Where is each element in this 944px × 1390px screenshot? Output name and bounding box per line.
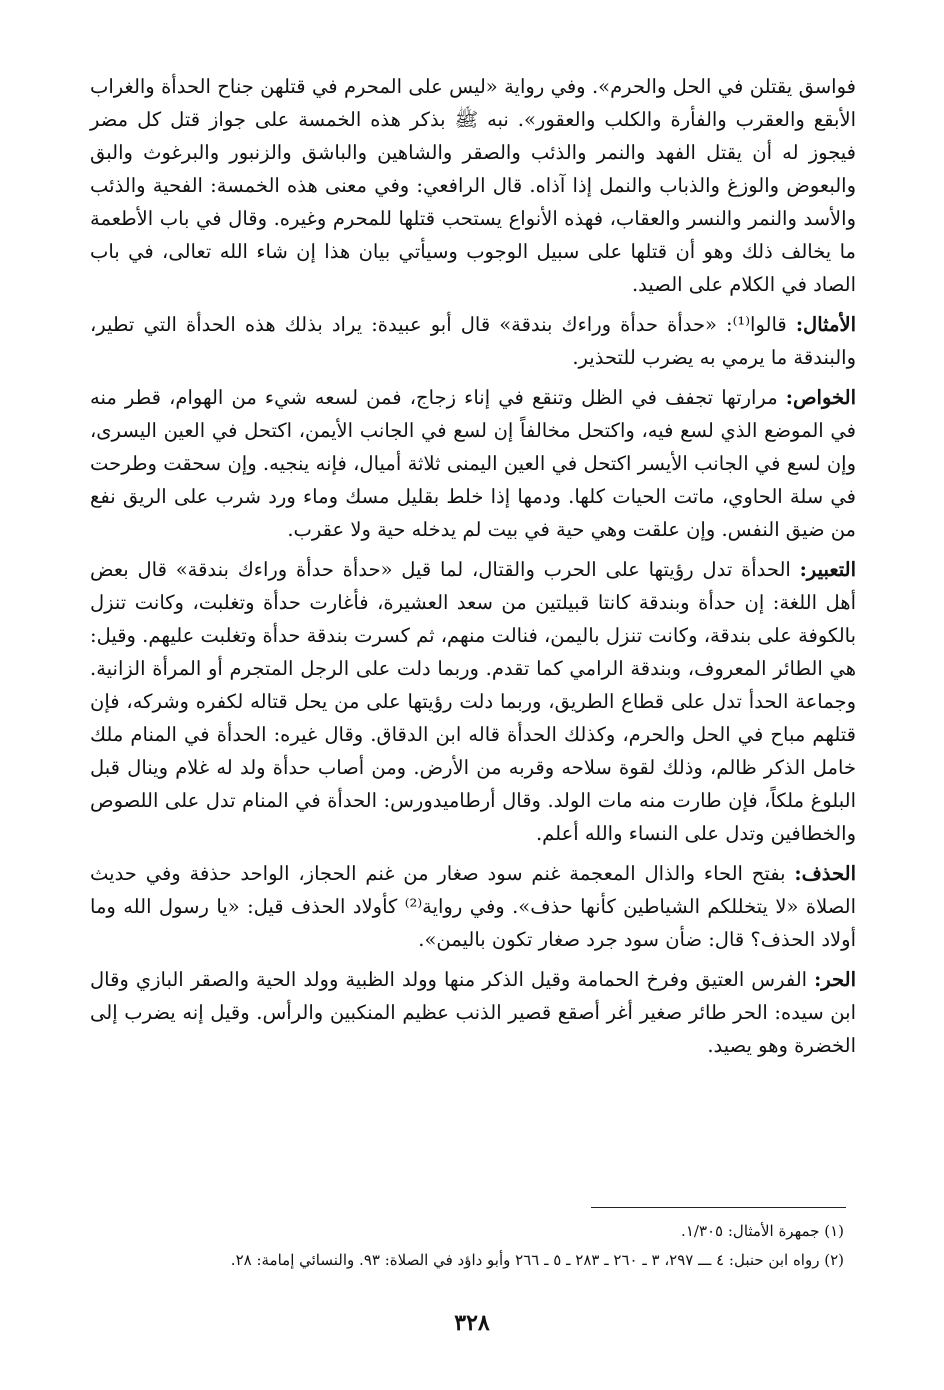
hadhaf-text: بفتح الحاء والذال المعجمة غنم سود صغار من غنم الحجاز، الواحد حذفة وفي حديث الصلاة «لا يتخللكم الشياطين كأنها حذف». وفي رواية⁽²⁾ كأولاد الحذف قيل: «يا رسول الله وما أولاد الحذف؟ قال: ضأن سود جرد صغار تكون باليمن».	[90, 862, 856, 951]
paragraph-hurr	[90, 963, 856, 1062]
page-body	[90, 70, 856, 1069]
khawas-heading: الخواص:	[785, 386, 856, 409]
footnote-1: (١) جمهرة الأمثال: ١/٣٠٥.	[681, 1222, 844, 1240]
page-number: ٣٢٨	[454, 1310, 490, 1336]
paragraph-hadhaf	[90, 857, 856, 956]
tabir-heading: التعبير:	[799, 558, 856, 581]
paragraph-amthal	[90, 308, 856, 374]
paragraph-tabir	[90, 553, 856, 850]
hurr-heading: الحر:	[814, 968, 856, 991]
hurr-text: الفرس العتيق وفرخ الحمامة وقيل الذكر منها وولد الظبية وولد الحية والصقر البازي وقال ابن سيده: الحر طائر صغير أغر أصقع قصير الذنب عظيم المنكبين والرأس. وقيل إنه يضرب إلى الخضرة وهو يصيد.	[90, 968, 856, 1057]
khawas-text: مرارتها تجفف في الظل وتنقع في إناء زجاج، فمن لسعه شيء من الهوام، قطر منه في الموضع الذي لسع فيه، واكتحل مخالفاً إن لسع في الجانب الأيمن، اكتحل في العين اليسرى، وإن لسع في الجانب الأيسر اكتحل في العين اليمنى ثلاثة أميال، فإنه ينجيه. وإن سحقت وطرحت في سلة الحاوي، ماتت الحيات كلها. ودمها إذا خلط بقليل مسك وماء ورد شرب على الريق نفع من ضيق النفس. وإن علقت وهي حية في بيت لم يدخله حية ولا عقرب.	[90, 386, 856, 541]
amthal-text: قالوا⁽¹⁾: «حدأة حدأة وراءك بندقة» قال أبو عبيدة: يراد بذلك هذه الحدأة التي تطير، والبندقة ما يرمي به يضرب للتحذير.	[90, 313, 856, 369]
hadhaf-heading: الحذف:	[794, 862, 856, 885]
amthal-heading: الأمثال:	[795, 313, 857, 336]
footnotes	[100, 1217, 844, 1275]
tabir-text: الحدأة تدل رؤيتها على الحرب والقتال، لما قيل «حدأة حدأة وراءك بندقة» قال بعض أهل اللغة: إن حدأة وبندقة كانتا قبيلتين من سعد العشيرة، فأغارت حدأة وتغلبت، وكانت تنزل بالكوفة على بندقة، وكانت تنزل باليمن، فنالت منهم، ثم كسرت بندقة حدأة وتغلبت عليهم. وقيل: هي الطائر المعروف، وبندقة الرامي كما تقدم. وربما دلت على الرجل المتجرم أو المرأة الزانية. وجماعة الحدأ تدل على قطاع الطريق، وربما دلت رؤيتها على من يحل قتاله لكفره وشركه، فإن قتلهم مباح في الحل والحرم، وكذلك الحدأة قاله ابن الدقاق. وقال غيره: الحدأة في المنام ملك خامل الذكر ظالم، وذلك لقوة سلاحه وقربه من الأرض. ومن أصاب حدأة ولد له غلام وينال قبل البلوغ ملكاً، فإن طارت منه مات الولد. وقال أرطاميدورس: الحدأة في المنام تدل على اللصوص والخطافين وتدل على النساء والله أعلم.	[90, 558, 856, 845]
footnote-divider	[591, 1207, 846, 1208]
paragraph-intro	[90, 70, 856, 301]
footnote-2: (٢) رواه ابن حنبل: ٤ ـــ ٢٩٧، ٣ ـ ٢٦٠ ـ ٢٨٣ ـ ٥ ـ ٢٦٦ وأبو داؤد في الصلاة: ٩٣. والنسائي إمامة: ٢٨.	[230, 1251, 844, 1269]
paragraph-khawas	[90, 381, 856, 546]
intro-text: فواسق يقتلن في الحل والحرم». وفي رواية «ليس على المحرم في قتلهن جناح الحدأة والغراب الأبقع والعقرب والفأرة والكلب والعقور». نبه ﷺ بذكر هذه الخمسة على جواز قتل كل مضر فيجوز له أن يقتل الفهد والنمر والذئب والصقر والشاهين والباشق والزنبور والبرغوث والبق والبعوض والوزغ والذباب والنمل إذا آذاه. قال الرافعي: وفي معنى هذه الخمسة: الفحية والذئب والأسد والنمر والنسر والعقاب، فهذه الأنواع يستحب قتلها للمحرم وغيره. وقال في باب الأطعمة ما يخالف ذلك وهو أن قتلها على سبيل الوجوب وسيأتي بيان هذا إن شاء الله تعالى، في باب الصاد في الكلام على الصيد.	[90, 75, 856, 296]
